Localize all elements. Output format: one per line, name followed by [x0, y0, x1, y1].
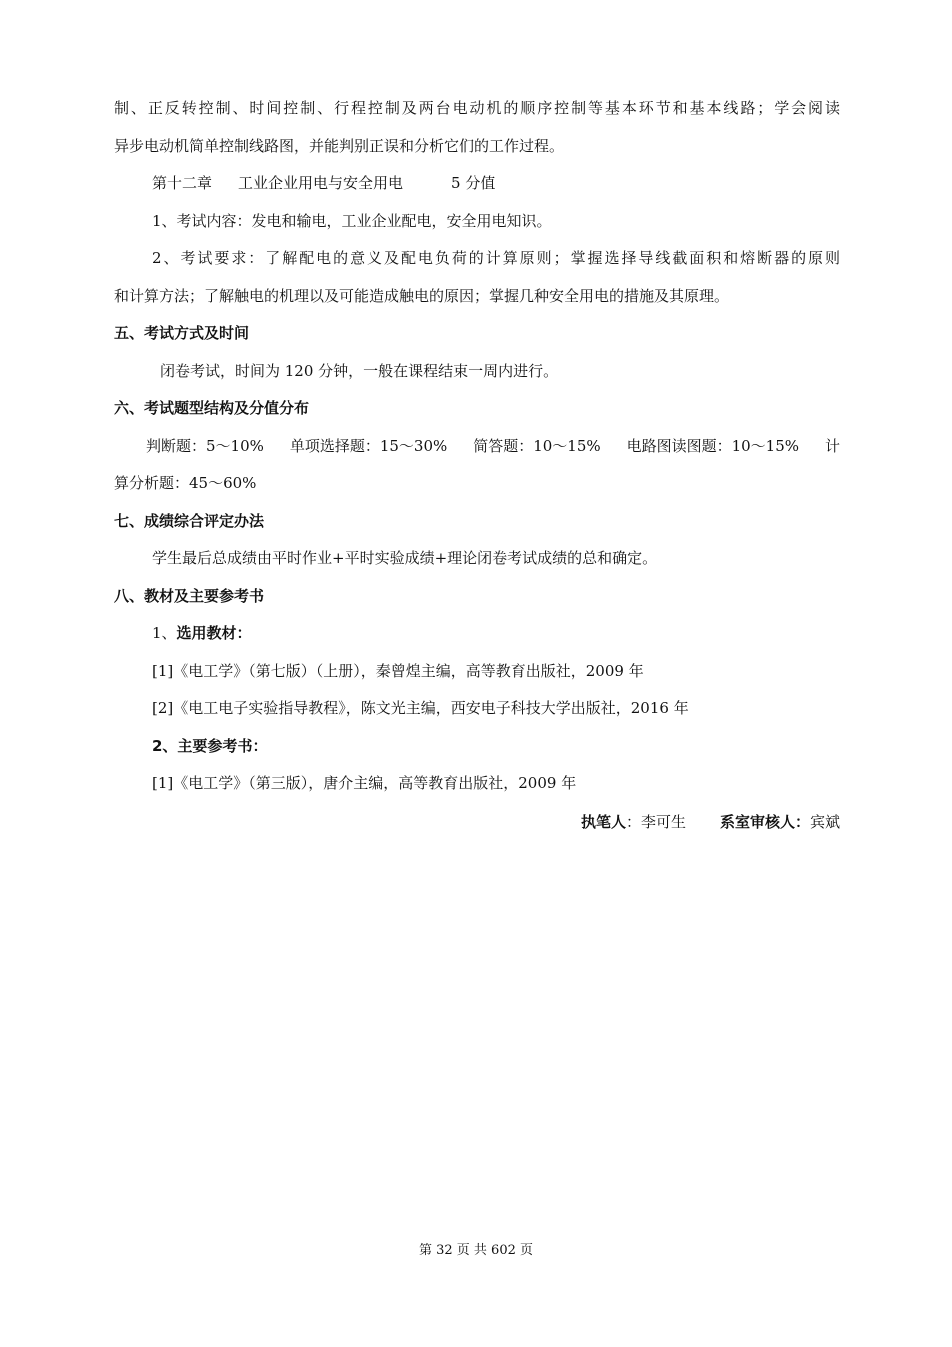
question-type-item: 算分析题：45～60%: [114, 474, 257, 492]
reference-entry: [1]《电工学》（第三版），唐介主编，高等教育出版社，2009 年: [152, 774, 577, 792]
paragraph-line: 制、正反转控制、时间控制、行程控制及两台电动机的顺序控制等基本环节和基本线路；学会阅读: [114, 99, 840, 117]
subheading-number: 1、: [152, 624, 177, 642]
textbook-entry: [2]《电工电子实验指导教程》，陈文光主编，西安电子科技大学出版社，2016 年: [152, 699, 689, 717]
textbook-entry: [1]《电工学》（第七版）（上册），秦曾煌主编，高等教育出版社，2009 年: [152, 662, 644, 680]
author-label: 执笔人: [580, 813, 626, 831]
exam-content: 1、考试内容：发电和输电，工业企业配电，安全用电知识。: [152, 212, 552, 230]
exam-requirements-line: 和计算方法；了解触电的机理以及可能造成触电的原因；掌握几种安全用电的措施及其原理。: [114, 287, 730, 305]
chapter-name: 工业企业用电与安全用电: [238, 174, 404, 192]
references-subheading: 2、主要参考书：: [152, 737, 268, 755]
subheading-label: 选用教材：: [176, 624, 252, 642]
reviewer-name: 宾斌: [809, 813, 840, 831]
question-types-row: [146, 435, 840, 457]
section-heading-grading: 七、成绩综合评定办法: [114, 512, 265, 530]
question-type-item: 计: [824, 437, 840, 455]
grading-text: 学生最后总成绩由平时作业+平时实验成绩+理论闭卷考试成绩的总和确定。: [152, 549, 658, 567]
question-type-item: 简答题：10～15%: [473, 437, 601, 455]
question-type-item: 判断题：5～10%: [146, 437, 264, 455]
section-heading-exam-method: 五、考试方式及时间: [114, 324, 250, 342]
question-type-item: 单项选择题：15～30%: [289, 437, 448, 455]
author-name: ：李可生: [625, 813, 686, 831]
section-heading-textbooks: 八、教材及主要参考书: [114, 587, 265, 605]
exam-requirements-line: 2、考试要求：了解配电的意义及配电负荷的计算原则；掌握选择导线截面积和熔断器的原则: [152, 249, 840, 267]
section-heading-question-types: 六、考试题型结构及分值分布: [114, 399, 310, 417]
reviewer-label: 系室审核人：: [719, 813, 810, 831]
chapter-score: 5 分值: [451, 174, 496, 192]
page-footer: 第 32 页 共 602 页: [418, 1243, 534, 1258]
chapter-12-title: [152, 172, 840, 194]
exam-method-text: 闭卷考试，时间为 120 分钟，一般在课程结束一周内进行。: [160, 362, 559, 380]
paragraph-line: 异步电动机简单控制线路图，并能判别正误和分析它们的工作过程。: [114, 137, 565, 155]
signature-line: [581, 811, 840, 833]
chapter-number: 第十二章: [152, 174, 213, 192]
textbooks-subheading: [152, 622, 840, 644]
question-type-item: 电路图读图题：10～15%: [626, 437, 800, 455]
